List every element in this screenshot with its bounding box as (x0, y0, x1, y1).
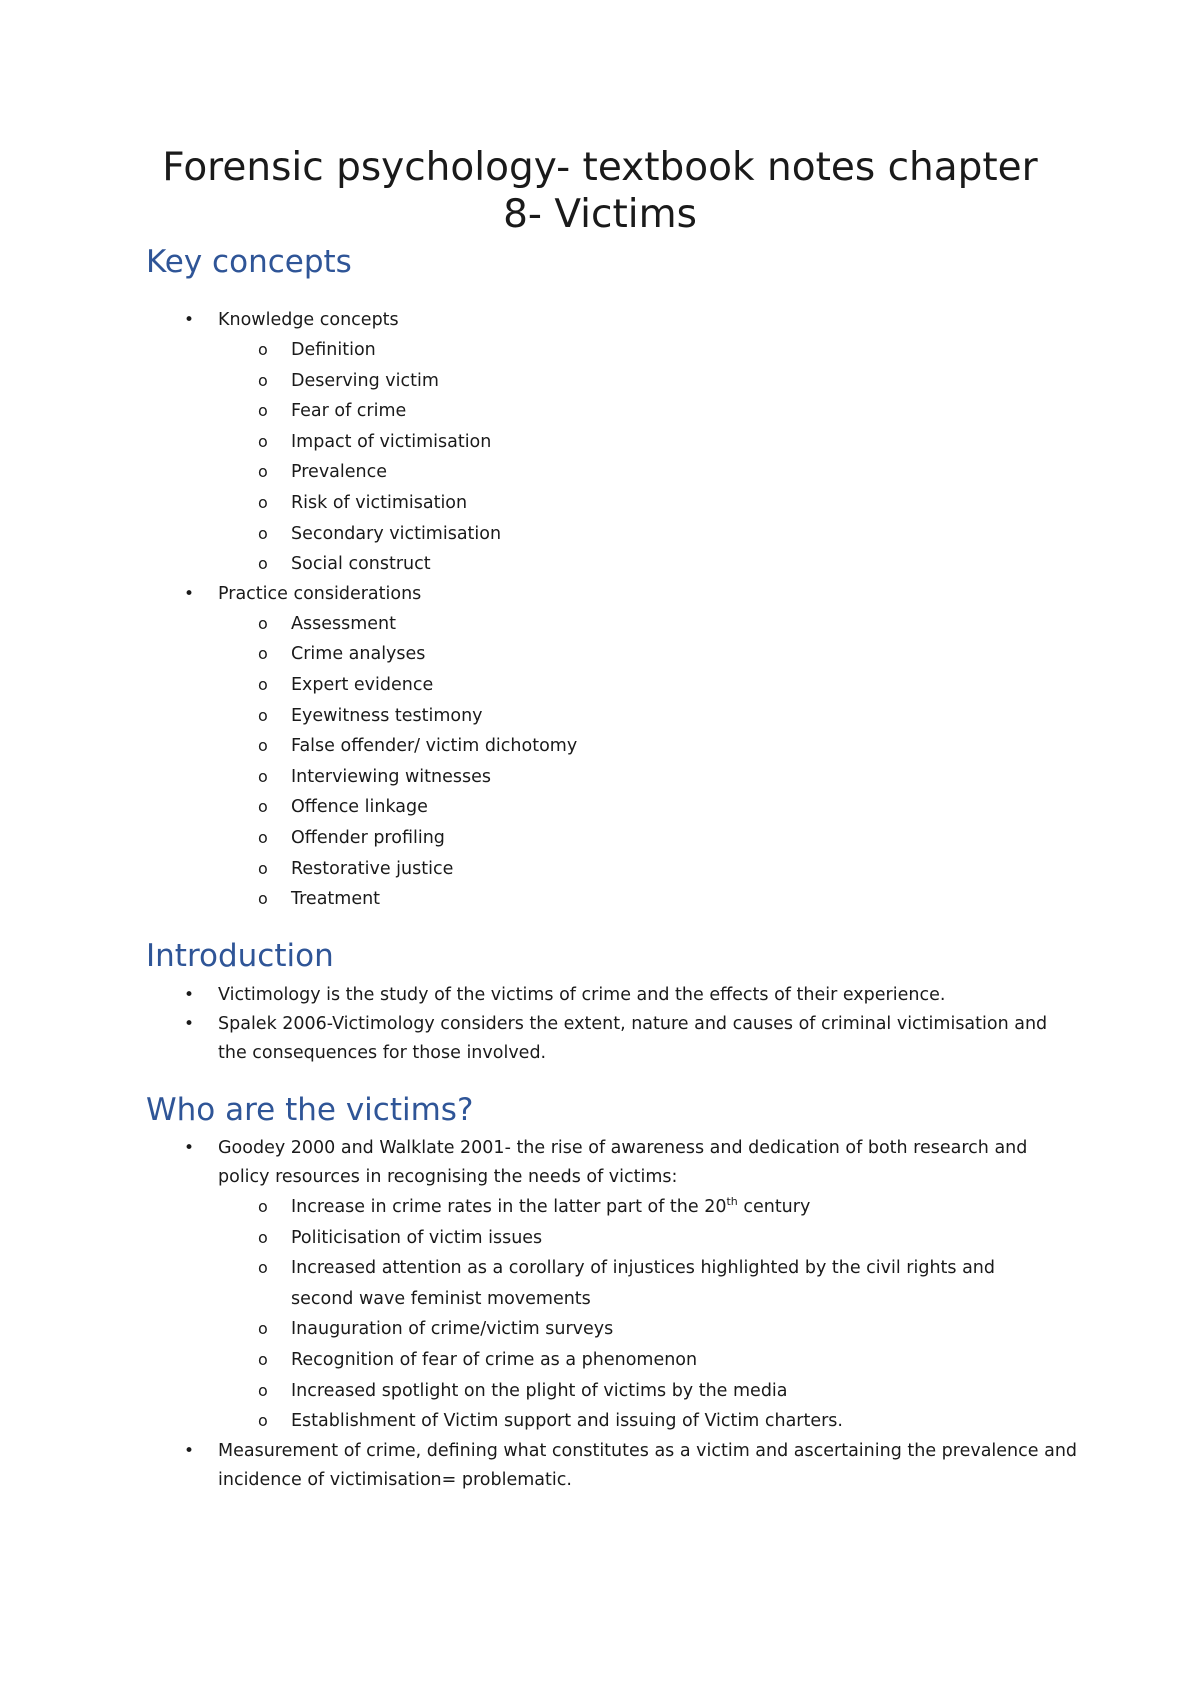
circle-glyph: o (258, 705, 268, 725)
list-item-practice-considerations (0, 580, 1078, 915)
sub-item-text: Crime analyses (291, 644, 426, 665)
sub-item (218, 639, 1051, 670)
document-title (140, 144, 1060, 238)
sub-item (218, 1406, 1051, 1437)
circle-glyph: o (258, 431, 268, 451)
sub-item-text-pre: Increase in crime rates in the latter part of the 20 (291, 1197, 727, 1217)
sub-item-text: Increased spotlight on the plight of victims by the media (291, 1380, 788, 1401)
sub-item-text: Treatment (291, 889, 381, 910)
sub-item-text: False offender/ victim dichotomy (291, 736, 578, 757)
sub-item (218, 427, 1051, 458)
list-item (0, 1437, 1078, 1495)
circle-glyph: o (258, 523, 268, 543)
sub-item (218, 519, 1051, 550)
sub-item (218, 335, 1051, 366)
bullet-glyph: • (184, 1014, 195, 1034)
sub-item-text: Restorative justice (291, 858, 454, 879)
sub-item (218, 854, 1051, 885)
sub-item-text: Inauguration of crime/victim surveys (291, 1319, 614, 1340)
sub-item (218, 549, 1051, 580)
circle-glyph: o (258, 827, 268, 847)
sub-item-text-post: century (737, 1197, 811, 1217)
bullet-glyph: • (184, 310, 195, 330)
heading-key-concepts: Key concepts (146, 244, 352, 280)
title-line-2: 8- Victims (503, 192, 697, 237)
sub-item (218, 488, 1051, 519)
sub-item (218, 1345, 1051, 1376)
bullet-glyph: • (184, 1440, 195, 1461)
list-item-knowledge-concepts (0, 306, 1078, 580)
circle-glyph: o (258, 674, 268, 694)
circle-glyph: o (258, 889, 268, 909)
victims-sublist (218, 1192, 1078, 1437)
sub-item (218, 396, 1051, 427)
sub-item-text: Politicisation of victim issues (291, 1227, 543, 1248)
circle-glyph: o (258, 858, 268, 878)
sub-item-text: Expert evidence (291, 674, 434, 695)
sub-item (218, 1223, 1051, 1254)
sub-item (218, 1314, 1051, 1345)
sub-item-text: Increased attention as a corollary of injustices highlighted by the civil rights and second wave feminist movements (291, 1258, 995, 1309)
sub-item (218, 731, 1051, 762)
sub-item-text: Definition (291, 340, 376, 360)
sub-item-text: Risk of victimisation (291, 492, 468, 513)
circle-glyph: o (258, 613, 268, 633)
circle-glyph: o (258, 340, 268, 359)
sub-item-text: Establishment of Victim support and issuing of Victim charters. (291, 1411, 843, 1432)
sub-item-text: Prevalence (291, 462, 388, 483)
circle-glyph: o (258, 554, 268, 574)
sub-item-text: Secondary victimisation (291, 523, 502, 544)
key-concepts-list (0, 306, 1200, 915)
sub-item (218, 701, 1051, 732)
circle-glyph: o (258, 1380, 268, 1400)
list-item-text: Spalek 2006-Victimology considers the extent, nature and causes of criminal victimisation and the consequences for those involved. (218, 1014, 1048, 1063)
sub-item (218, 762, 1051, 793)
introduction-list (0, 981, 1200, 1068)
sub-item-text: Impact of victimisation (291, 431, 492, 452)
sub-item-text: Assessment (291, 613, 396, 634)
sub-item (218, 609, 1051, 640)
knowledge-sublist (218, 335, 1078, 580)
list-item (0, 1134, 1078, 1437)
circle-glyph: o (258, 797, 268, 817)
circle-glyph: o (258, 766, 268, 786)
sub-item-text: Deserving victim (291, 370, 439, 391)
sub-item (218, 884, 1051, 915)
sub-item-text: Offender profiling (291, 827, 445, 848)
circle-glyph: o (258, 1411, 268, 1431)
list-item-text: Measurement of crime, defining what constitutes as a victim and ascertaining the prevalence and incidence of victimisation= problematic. (218, 1440, 1078, 1490)
circle-glyph: o (258, 1197, 268, 1216)
heading-who-are-victims: Who are the victims? (146, 1092, 474, 1128)
sub-item (218, 823, 1051, 854)
bullet-glyph: • (184, 1138, 195, 1158)
practice-sublist (218, 609, 1078, 915)
circle-glyph: o (258, 401, 268, 421)
sub-item-text: Offence linkage (291, 797, 428, 818)
sub-item (218, 366, 1051, 397)
sub-item (218, 1376, 1051, 1407)
list-item-text: Goodey 2000 and Walklate 2001- the rise of awareness and dedication of both research and policy resources in recognising the needs of victims: (218, 1138, 1028, 1187)
sub-item (218, 457, 1051, 488)
list-item-label: Knowledge concepts (218, 310, 399, 330)
sub-item (218, 1192, 1051, 1223)
superscript: th (726, 1195, 738, 1209)
circle-glyph: o (258, 1349, 268, 1369)
sub-item (218, 792, 1051, 823)
circle-glyph: o (258, 492, 268, 512)
list-item (0, 1010, 1078, 1068)
sub-item-text: Recognition of fear of crime as a phenomenon (291, 1349, 698, 1370)
circle-glyph: o (258, 1227, 268, 1247)
bullet-glyph: • (184, 583, 195, 604)
list-item (0, 981, 1078, 1010)
sub-item-text: Fear of crime (291, 401, 407, 422)
circle-glyph: o (258, 462, 268, 482)
bullet-glyph: • (184, 985, 195, 1005)
title-line-1: Forensic psychology- textbook notes chapter (162, 145, 1038, 190)
circle-glyph: o (258, 1319, 268, 1339)
circle-glyph: o (258, 370, 268, 390)
sub-item (218, 670, 1051, 701)
circle-glyph: o (258, 1258, 268, 1278)
circle-glyph: o (258, 644, 268, 664)
sub-item-text: Social construct (291, 554, 431, 575)
sub-item-text: Eyewitness testimony (291, 705, 483, 726)
sub-item-text: Interviewing witnesses (291, 766, 492, 787)
list-item-text: Victimology is the study of the victims of crime and the effects of their experience. (218, 985, 946, 1005)
sub-item (218, 1253, 1051, 1314)
list-item-label: Practice considerations (218, 583, 422, 604)
who-are-victims-list (0, 1134, 1200, 1495)
circle-glyph: o (258, 736, 268, 756)
heading-introduction: Introduction (146, 938, 334, 974)
